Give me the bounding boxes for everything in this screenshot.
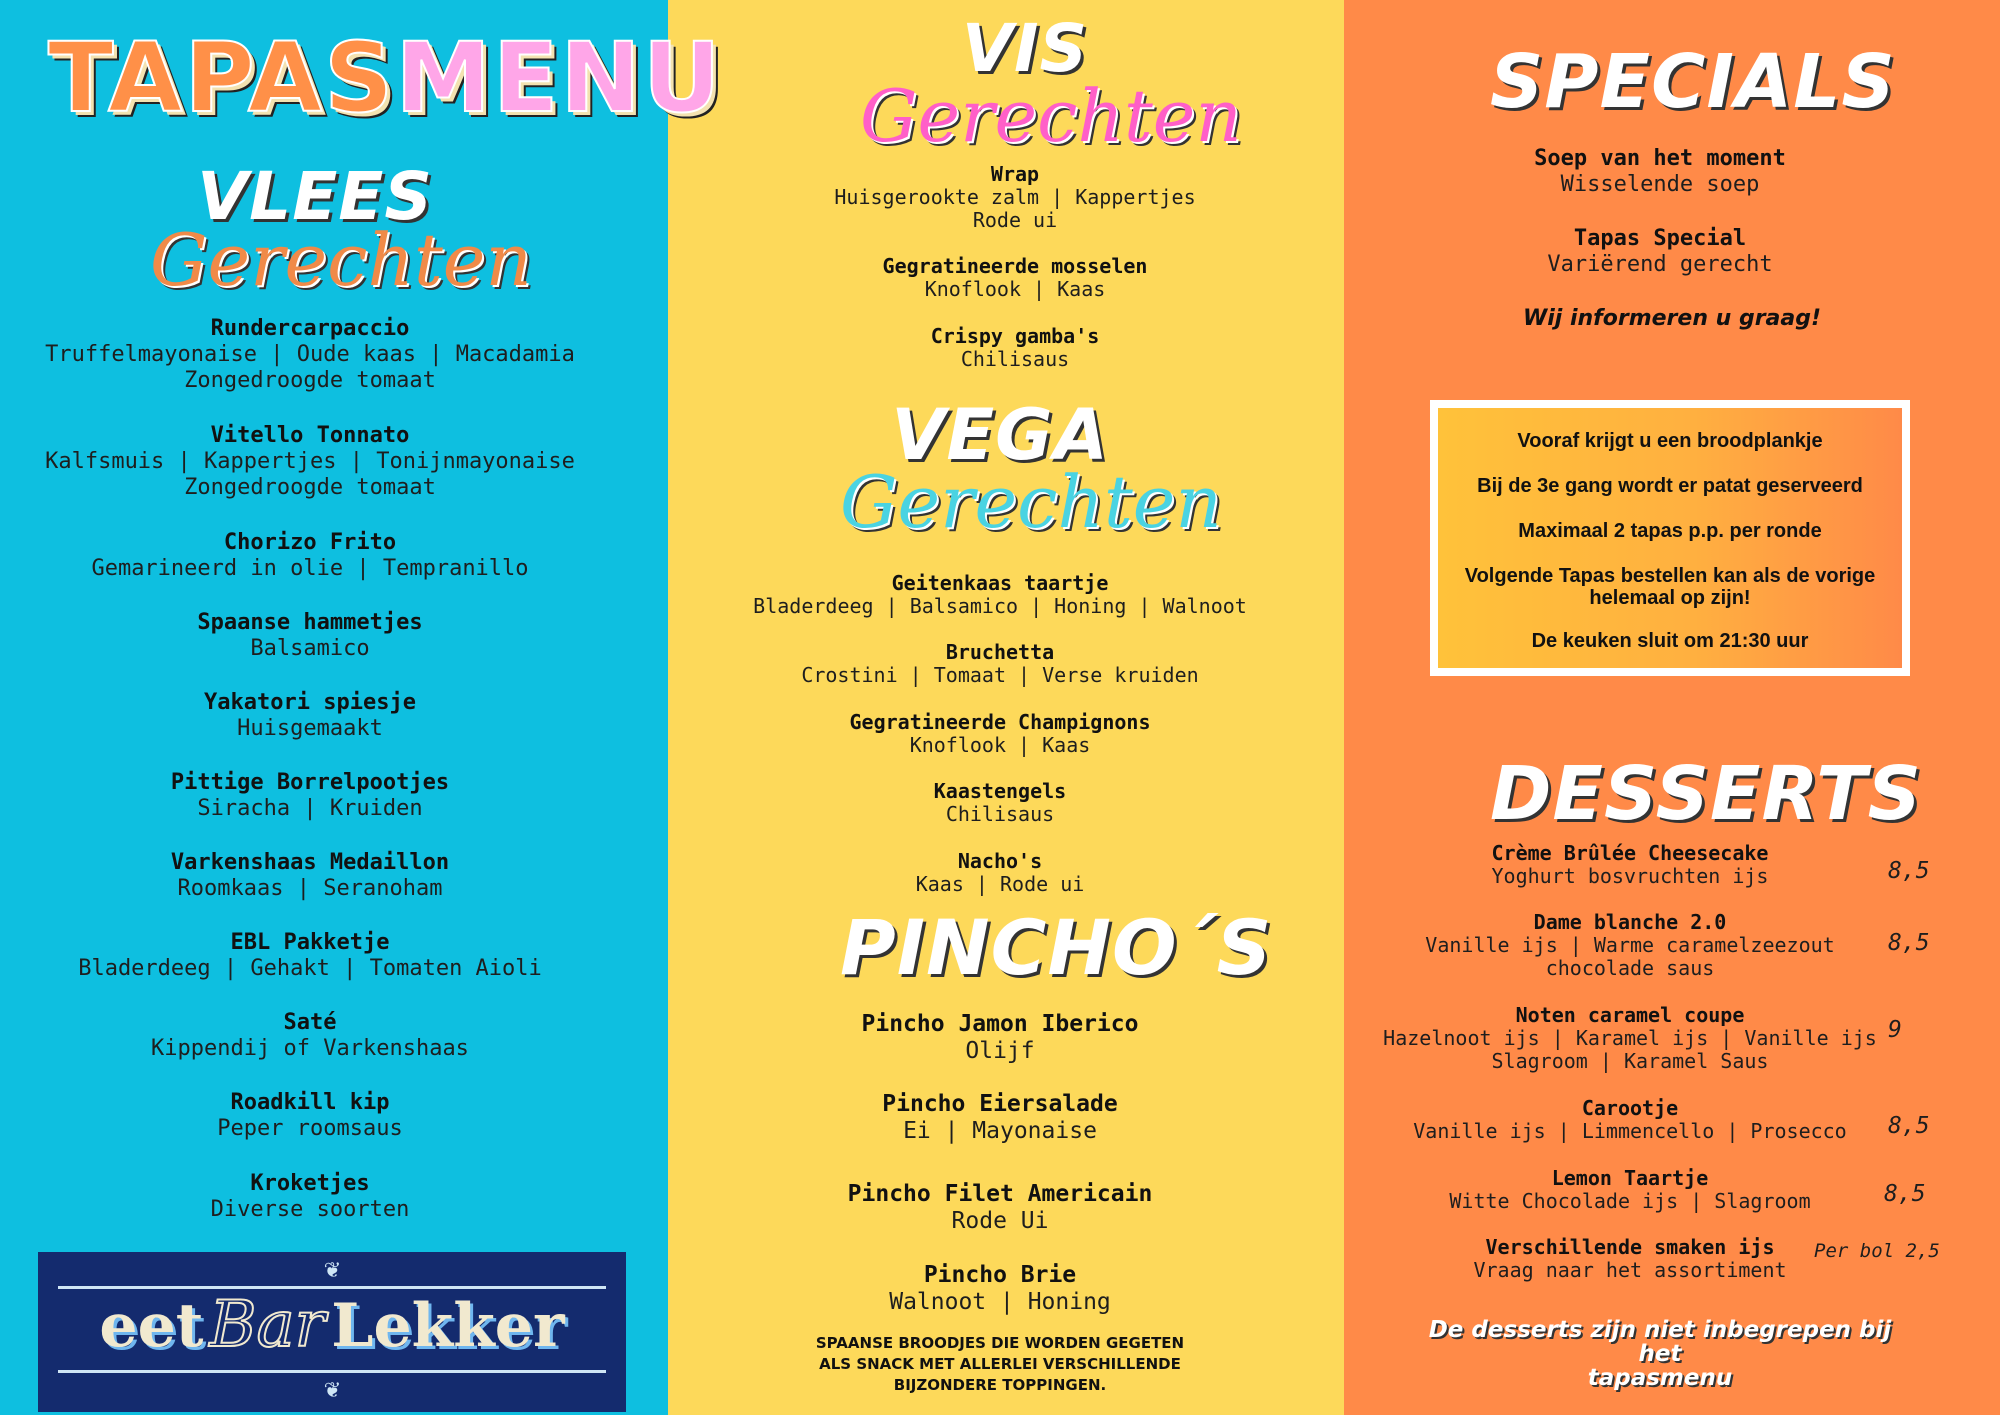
dessert-note bbox=[1420, 1318, 1900, 1390]
item-desc: Huisgerookte zalm | Kappertjes bbox=[834, 185, 1196, 209]
item-desc: Slagroom | Karamel Saus bbox=[1491, 1049, 1769, 1073]
desserts-heading-block: DESSERTS bbox=[1490, 751, 1922, 837]
item-name: Kroketjes bbox=[250, 1171, 370, 1196]
item-desc: Diverse soorten bbox=[210, 1197, 410, 1222]
pincho-item bbox=[730, 1091, 1270, 1145]
item-desc: Balsamico bbox=[250, 636, 370, 661]
item-desc: Vanille ijs | Warme caramelzeezout bbox=[1425, 933, 1835, 957]
info-line: Bij de 3e gang wordt er patat geserveerd bbox=[1477, 475, 1863, 497]
item-desc: Bladerdeeg | Balsamico | Honing | Walnoot bbox=[753, 594, 1247, 618]
dessert-item bbox=[1370, 842, 1890, 888]
vis-heading bbox=[860, 10, 1242, 164]
item-desc: Crostini | Tomaat | Verse kruiden bbox=[801, 663, 1199, 687]
item-desc: Variërend gerecht bbox=[1547, 252, 1773, 277]
info-line: Vooraf krijgt u een broodplankje bbox=[1517, 430, 1823, 452]
item-name: Chorizo Frito bbox=[223, 530, 397, 555]
specials-heading-block: SPECIALS bbox=[1490, 39, 1896, 125]
item-desc: Rode ui bbox=[972, 208, 1058, 232]
item-name: Nacho's bbox=[957, 849, 1043, 873]
item-name: Crispy gamba's bbox=[930, 324, 1100, 348]
item-desc: Walnoot | Honing bbox=[889, 1289, 1111, 1315]
item-name: Soep van het moment bbox=[1534, 146, 1786, 171]
vega-heading-block: VEGA bbox=[891, 394, 1109, 476]
pincho-note-line: SPAANSE BROODJES DIE WORDEN GEGETEN bbox=[815, 1334, 1185, 1352]
dessert-price: Per bol 2,5 bbox=[1814, 1240, 1940, 1262]
item-name: Kaastengels bbox=[933, 779, 1067, 803]
item-name: Pincho Filet Americain bbox=[847, 1181, 1153, 1207]
vega-item bbox=[730, 711, 1270, 757]
pincho-item bbox=[730, 1011, 1270, 1065]
item-name: Crème Brûlée Cheesecake bbox=[1491, 841, 1769, 865]
item-desc: Ei | Mayonaise bbox=[903, 1118, 1097, 1144]
pincho-item bbox=[730, 1181, 1270, 1235]
item-desc: Kippendij of Varkenshaas bbox=[151, 1036, 469, 1061]
item-name: Pincho Eiersalade bbox=[882, 1091, 1118, 1117]
pincho-heading bbox=[840, 903, 1273, 992]
logo-word-eet: eet bbox=[99, 1291, 204, 1361]
vlees-item bbox=[0, 1010, 620, 1062]
vega-heading-script: Gerechten bbox=[840, 460, 1222, 544]
pincho-note bbox=[790, 1333, 1210, 1396]
vlees-item bbox=[0, 423, 620, 501]
item-desc: Olijf bbox=[965, 1038, 1035, 1064]
dessert-note-line: De desserts zijn niet inbegrepen bij het bbox=[1428, 1317, 1892, 1367]
dessert-item bbox=[1370, 1004, 1890, 1073]
dessert-price: 8,5 bbox=[1888, 858, 1930, 884]
item-name: Yakatori spiesje bbox=[204, 690, 416, 715]
logo-text bbox=[38, 1288, 626, 1362]
item-desc: Truffelmayonaise | Oude kaas | Macadamia bbox=[45, 342, 575, 367]
item-desc: Kalfsmuis | Kappertjes | Tonijnmayonaise bbox=[45, 449, 575, 474]
info-line-part: Volgende Tapas bestellen kan als de vorige bbox=[1464, 565, 1876, 587]
item-name: Saté bbox=[283, 1010, 337, 1035]
vlees-heading bbox=[150, 158, 532, 302]
item-desc: chocolade saus bbox=[1545, 956, 1715, 980]
item-name: Bruchetta bbox=[945, 640, 1055, 664]
item-name: Rundercarpaccio bbox=[210, 316, 410, 341]
item-desc: Vraag naar het assortiment bbox=[1473, 1258, 1787, 1282]
logo-ornament-bottom: ❦ bbox=[324, 1374, 340, 1404]
vlees-item bbox=[0, 770, 620, 822]
pincho-item bbox=[730, 1262, 1270, 1316]
vega-item bbox=[730, 641, 1270, 687]
item-desc: Vanille ijs | Limmencello | Prosecco bbox=[1413, 1119, 1847, 1143]
vlees-heading-block: VLEES bbox=[197, 158, 433, 235]
dessert-price: 8,5 bbox=[1888, 1113, 1930, 1139]
info-line-part: helemaal op zijn! bbox=[1589, 587, 1751, 609]
vis-item bbox=[750, 163, 1280, 232]
item-name: Pincho Brie bbox=[923, 1262, 1077, 1288]
item-desc: Zongedroogde tomaat bbox=[184, 475, 436, 500]
vega-item bbox=[730, 572, 1270, 618]
item-desc: Knoflook | Kaas bbox=[909, 733, 1091, 757]
item-name: EBL Pakketje bbox=[230, 930, 390, 955]
info-line: Maximaal 2 tapas p.p. per ronde bbox=[1518, 520, 1822, 542]
pincho-heading-block: PINCHO´S bbox=[840, 903, 1273, 992]
vega-item bbox=[730, 850, 1270, 896]
item-name: Gegratineerde mosselen bbox=[882, 254, 1148, 278]
item-name: Varkenshaas Medaillon bbox=[170, 850, 450, 875]
item-desc: Knoflook | Kaas bbox=[924, 277, 1106, 301]
item-desc: Siracha | Kruiden bbox=[197, 796, 423, 821]
pincho-note-line: ALS SNACK MET ALLERLEI VERSCHILLENDE bbox=[819, 1355, 1181, 1373]
item-desc: Huisgemaakt bbox=[237, 716, 383, 741]
vis-item bbox=[750, 325, 1280, 371]
dessert-item bbox=[1370, 1236, 1890, 1282]
pincho-note-line: BIJZONDERE TOPPINGEN. bbox=[893, 1376, 1107, 1394]
dessert-item bbox=[1370, 1097, 1890, 1143]
item-desc: Rode Ui bbox=[951, 1208, 1049, 1234]
info-box bbox=[1430, 400, 1910, 676]
vega-item bbox=[730, 780, 1270, 826]
item-desc: Hazelnoot ijs | Karamel ijs | Vanille ijs bbox=[1383, 1026, 1877, 1050]
dessert-item bbox=[1370, 1167, 1890, 1213]
item-name: Pittige Borrelpootjes bbox=[170, 770, 450, 795]
vlees-item bbox=[0, 530, 620, 582]
item-name: Geitenkaas taartje bbox=[891, 571, 1109, 595]
vlees-item bbox=[0, 1171, 620, 1223]
item-name: Wrap bbox=[990, 162, 1040, 186]
specials-heading bbox=[1490, 39, 1896, 125]
title-word-tapas: TAPAS bbox=[48, 22, 396, 134]
item-name: Roadkill kip bbox=[230, 1090, 390, 1115]
vis-heading-script: Gerechten bbox=[860, 74, 1242, 158]
desserts-heading bbox=[1490, 751, 1922, 837]
item-name: Dame blanche 2.0 bbox=[1533, 910, 1727, 934]
item-name: Spaanse hammetjes bbox=[197, 610, 423, 635]
item-desc: Kaas | Rode ui bbox=[915, 872, 1085, 896]
vlees-item bbox=[0, 610, 620, 662]
item-desc: Peper roomsaus bbox=[217, 1116, 403, 1141]
item-name: Gegratineerde Champignons bbox=[849, 710, 1151, 734]
special-item bbox=[1400, 226, 1920, 278]
item-desc: Witte Chocolade ijs | Slagroom bbox=[1449, 1189, 1811, 1213]
dessert-price: 8,5 bbox=[1888, 930, 1930, 956]
title-word-menu: MENU bbox=[395, 22, 723, 134]
item-desc: Bladerdeeg | Gehakt | Tomaten Aioli bbox=[78, 956, 542, 981]
item-desc: Chilisaus bbox=[945, 802, 1055, 826]
vis-item bbox=[750, 255, 1280, 301]
vlees-heading-script: Gerechten bbox=[150, 218, 532, 302]
dessert-note-line: tapasmenu bbox=[1587, 1365, 1733, 1391]
item-name: Vitello Tonnato bbox=[210, 423, 410, 448]
dessert-price: 9 bbox=[1888, 1017, 1902, 1043]
vlees-item bbox=[0, 930, 620, 982]
logo-rule-bottom bbox=[58, 1370, 606, 1373]
vlees-item bbox=[0, 690, 620, 742]
item-name: Carootje bbox=[1581, 1096, 1679, 1120]
item-name: Pincho Jamon Iberico bbox=[861, 1011, 1139, 1037]
vlees-item bbox=[0, 850, 620, 902]
vega-heading bbox=[840, 394, 1222, 548]
eetbarlekker-logo bbox=[38, 1252, 626, 1412]
info-line bbox=[1438, 565, 1902, 609]
specials-inform: Wij informeren u graag! bbox=[1522, 306, 1822, 331]
item-desc: Roomkaas | Seranoham bbox=[177, 876, 443, 901]
dessert-price: 8,5 bbox=[1884, 1181, 1926, 1207]
vlees-item bbox=[0, 316, 620, 394]
logo-word-bar: Bar bbox=[209, 1288, 326, 1362]
item-desc: Chilisaus bbox=[960, 347, 1070, 371]
item-name: Tapas Special bbox=[1573, 226, 1747, 251]
item-desc: Wisselende soep bbox=[1560, 172, 1760, 197]
item-name: Verschillende smaken ijs bbox=[1485, 1235, 1775, 1259]
dessert-item bbox=[1370, 911, 1890, 980]
logo-word-lekker: Lekker bbox=[331, 1291, 565, 1361]
item-name: Lemon Taartje bbox=[1551, 1166, 1709, 1190]
item-desc: Gemarineerd in olie | Tempranillo bbox=[91, 556, 529, 581]
vis-heading-block: VIS bbox=[961, 10, 1089, 87]
vlees-item bbox=[0, 1090, 620, 1142]
item-desc: Zongedroogde tomaat bbox=[184, 368, 436, 393]
logo-ornament-top: ❦ bbox=[324, 1254, 340, 1284]
item-name: Noten caramel coupe bbox=[1515, 1003, 1745, 1027]
special-item bbox=[1400, 146, 1920, 198]
menu-title bbox=[48, 22, 723, 134]
item-desc: Yoghurt bosvruchten ijs bbox=[1491, 864, 1769, 888]
info-line: De keuken sluit om 21:30 uur bbox=[1531, 630, 1809, 652]
